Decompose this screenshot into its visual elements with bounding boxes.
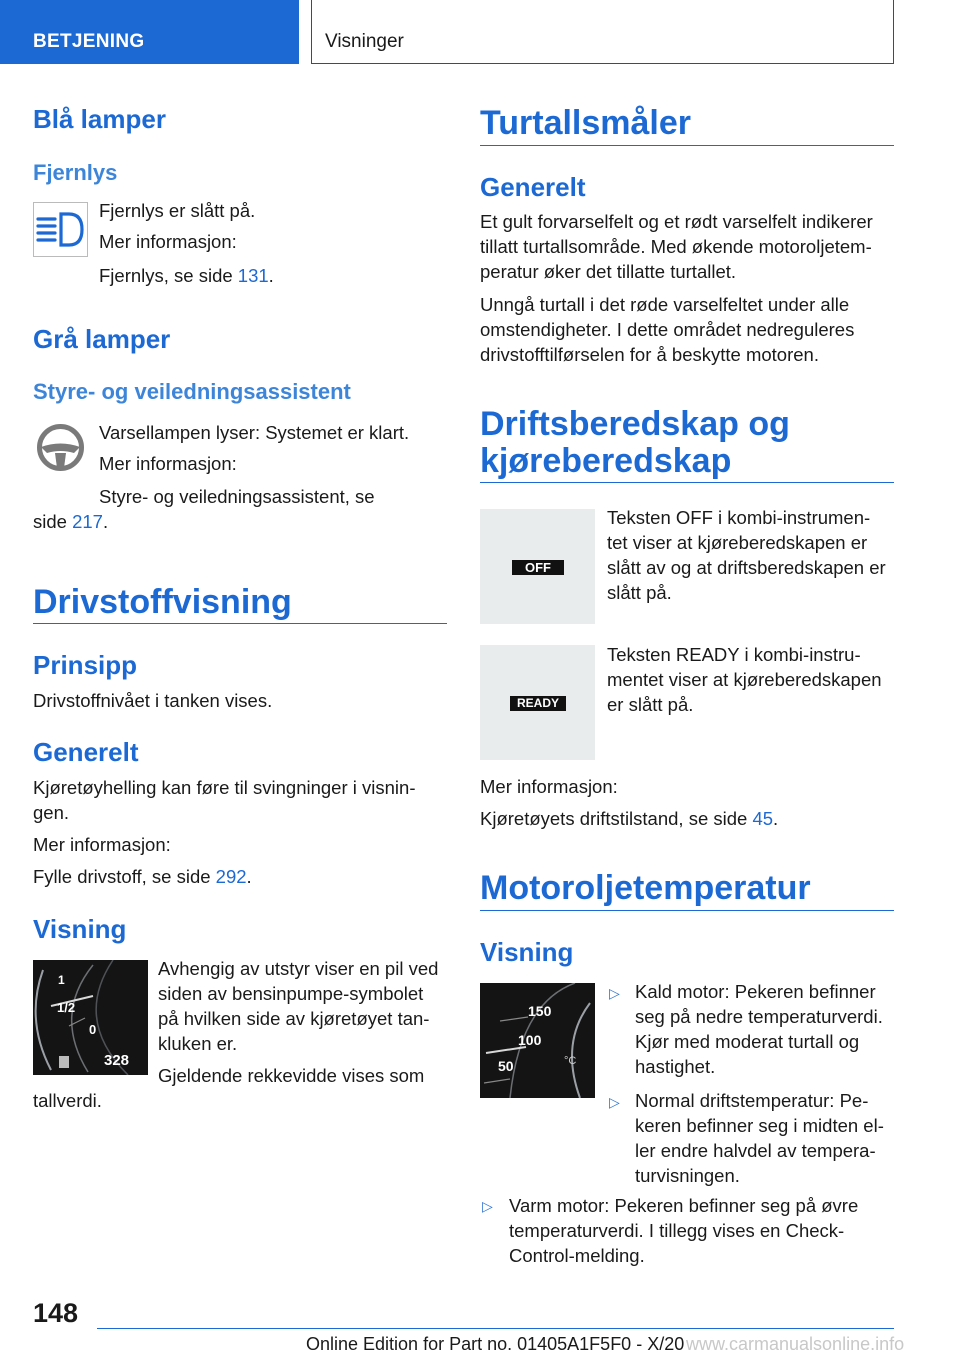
generelt-text-2: gen. [33,802,70,823]
generelt-text-1: Kjøretøyhelling kan føre til svingninger i visnin- [33,777,416,798]
fjernlys-heading: Fjernlys [33,160,118,185]
off-text-3: slått av og at driftsberedskapen er [607,557,886,578]
section-rule [480,910,894,911]
styre-reference-cont: side 217. [33,511,109,532]
footer-rule [97,1328,894,1329]
olje-visning-heading: Visning [480,937,574,967]
turtall-generelt-heading: Generelt [480,172,586,202]
olje-heading: Motoroljetemperatur [480,869,811,907]
turtall-p2-3: drivstofftilførselen for å beskytte motoren. [480,344,819,365]
oil-unit-label: °C [564,1055,577,1067]
oil-temp-gauge-image [480,983,595,1098]
bullet2-2: keren befinner seg i midten el- [635,1115,884,1136]
bullet2-4: turvisningen. [635,1165,740,1186]
visning-text-1: Avhengig av utstyr viser en pil ved [158,958,439,979]
page-link-131[interactable]: 131 [237,265,269,286]
gra-lamper-heading: Grå lamper [33,324,171,354]
drivstoff-heading: Drivstoffvisning [33,583,292,621]
turtall-p1-3: peratur øker det tillatte turtallet. [480,261,737,282]
bullet3-1: Varm motor: Pekeren befinner seg på øvre [509,1195,859,1216]
prinsipp-text: Drivstoffnivået i tanken vises. [33,690,273,711]
prinsipp-heading: Prinsipp [33,650,138,680]
generelt-heading: Generelt [33,737,139,767]
fjernlys-text: Fjernlys er slått på. [99,200,256,221]
bullet1-4: hastighet. [635,1056,716,1077]
header-chapter-label: Visninger [325,31,404,52]
visning-text-2: siden av bensinpumpe-symbolet [158,983,424,1004]
fuel-gauge-image [33,960,148,1075]
turtall-p1-1: Et gult forvarselfelt og et rødt varselfelt indikerer [480,211,873,232]
turtall-p2-1: Unngå turtall i det røde varselfeltet under alle [480,294,850,315]
page-link-45[interactable]: 45 [752,808,774,829]
bla-lamper-heading: Blå lamper [33,104,166,134]
styre-heading: Styre- og veiledningsassistent [33,379,351,404]
styre-more-info: Mer informasjon: [99,453,237,474]
footer-watermark: www.carmanualsonline.info [686,1334,905,1354]
bullet3-3: Control-melding. [509,1245,645,1266]
header-section-tab [0,0,299,64]
fuel-tick-empty: 0 [89,1022,97,1037]
off-badge: OFF [512,560,564,575]
styre-reference: Styre- og veiledningsassistent, se [99,486,375,507]
header-chapter-tab [311,0,894,64]
visning-text-5: Gjeldende rekkevidde vises som [158,1065,425,1086]
generelt-reference: Fylle drivstoff, se side 292. [33,866,252,887]
off-text-1: Teksten OFF i kombi-instrumen- [607,507,871,528]
fuel-tick-full: 1 [58,973,65,987]
bullet1-1: Kald motor: Pekeren befinner [635,981,876,1002]
fjernlys-reference: Fjernlys, se side 131. [99,265,274,286]
turtall-p2-2: omstendigheter. I dette området nedreguleres [480,319,855,340]
off-display-image [480,509,595,624]
fuel-range-value: 328 [104,1052,130,1069]
generelt-more-info: Mer informasjon: [33,834,171,855]
visning-text-6: tallverdi. [33,1090,102,1111]
visning-text-3: på hvilken side av kjøretøyet tan- [158,1008,430,1029]
bullet1-2: seg på nedre temperaturverdi. [635,1006,883,1027]
visning-heading: Visning [33,914,127,944]
ready-text-3: er slått på. [607,694,694,715]
bullet-triangle-icon: ▷ [609,1094,620,1110]
section-rule [33,623,447,624]
steering-wheel-icon [33,420,88,475]
ready-badge: READY [510,696,566,711]
bullet2-3: ler endre halvdel av tempera- [635,1140,876,1161]
fuel-tick-half: 1/2 [57,1000,76,1015]
ready-display-image [480,645,595,760]
bullet-triangle-icon: ▷ [482,1198,493,1214]
drift-more-info: Mer informasjon: [480,776,618,797]
bullet1-3: Kjør med moderat turtall og [635,1031,860,1052]
bullet-triangle-icon: ▷ [609,985,620,1001]
section-rule [480,145,894,146]
drift-heading-2: kjøreberedskap [480,442,732,480]
header-section-label: BETJENING [33,31,145,52]
drift-reference: Kjøretøyets driftstilstand, se side 45. [480,808,779,829]
off-text-2: tet viser at kjøreberedskapen er [607,532,868,553]
page-link-292[interactable]: 292 [215,866,247,887]
styre-text: Varsellampen lyser: Systemet er klart. [99,422,410,443]
fjernlys-more-info: Mer informasjon: [99,231,237,252]
drift-heading-1: Driftsberedskap og [480,405,790,443]
oil-tick-50: 50 [498,1058,514,1074]
off-text-4: slått på. [607,582,672,603]
section-rule [480,482,894,483]
ready-text-1: Teksten READY i kombi-instru- [607,644,861,665]
high-beam-icon [33,202,88,257]
turtall-p1-2: tillatt turtallsområde. Med økende motoroljetem- [480,236,872,257]
oil-tick-100: 100 [518,1032,542,1048]
visning-text-4: kluken er. [158,1033,238,1054]
oil-tick-150: 150 [528,1003,552,1019]
footer-edition: Online Edition for Part no. 01405A1F5F0 - X/20 [306,1334,685,1354]
bullet2-1: Normal driftstemperatur: Pe- [635,1090,869,1111]
page-link-217[interactable]: 217 [72,511,103,532]
bullet3-2: temperaturverdi. I tillegg vises en Check- [509,1220,845,1241]
page-number: 148 [33,1298,79,1328]
turtall-heading: Turtallsmåler [480,104,692,142]
ready-text-2: mentet viser at kjøreberedskapen [607,669,882,690]
